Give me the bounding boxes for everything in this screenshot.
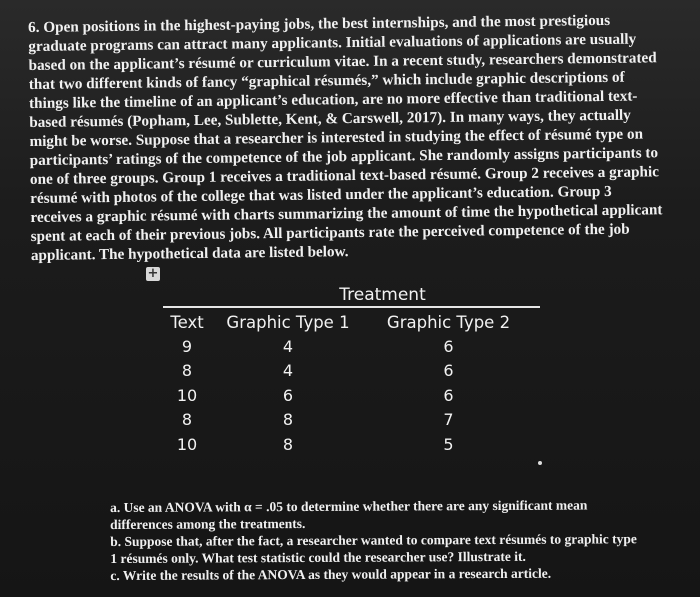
table-top-rule — [163, 306, 540, 308]
column-header-graphic-type-1: Graphic Type 1 — [226, 312, 350, 332]
table-cell: 8 — [282, 434, 294, 454]
table-row — [155, 432, 540, 457]
problem-line: things like the timeline of an applicant’s education, are no more effective than traditional text- — [28, 87, 638, 112]
table-row — [155, 334, 540, 359]
problem-line: one of three groups. Group 1 receives a traditional text-based résumé. Group 2 receives a graphic — [29, 163, 659, 188]
problem-line: that two different kinds of fancy “graphical résumés,” which include graphic descriptions of — [28, 68, 625, 93]
problem-line: 6. Open positions in the highest-paying jobs, the best internships, and the most prestigious — [28, 11, 611, 36]
question-a: a. Use an ANOVA with α = .05 to determine whether there are any significant mean differences among the treatments. — [110, 497, 588, 532]
problem-line: résumé with photos of the college that was listed under the applicant’s education. Group 3 — [30, 182, 612, 207]
table-cell: 4 — [282, 361, 294, 381]
table-cell: 8 — [282, 410, 294, 430]
question-c: c. Write the results of the ANOVA as they would appear in a research article. — [110, 565, 552, 583]
column-header-text: Text — [170, 312, 204, 332]
data-table — [155, 284, 540, 457]
column-header-graphic-type-2: Graphic Type 2 — [386, 312, 511, 332]
problem-line: based on the applicant’s résumé or curriculum vitae. In a recent study, researchers demonstrated — [28, 49, 657, 74]
problem-line: spent at each of their previous jobs. All participants rate the perceived competence of the job — [30, 220, 630, 245]
problem-statement — [28, 10, 671, 265]
table-row — [155, 408, 540, 433]
problem-line: might be worse. Suppose that a researcher is interested in studying the effect of résumé type on — [29, 125, 644, 150]
table-cell: 5 — [443, 434, 454, 454]
table-cell: 8 — [181, 361, 193, 381]
question-b: b. Suppose that, after the fact, a researcher wanted to compare text résumés to graphic type 1 résumés only. What test statistic could the researcher use? Illustrate it. — [110, 531, 637, 566]
stray-dot — [538, 461, 542, 465]
question-list — [110, 496, 640, 584]
column-header-row — [155, 310, 540, 334]
table-cell: 7 — [443, 410, 454, 430]
problem-line: applicant. The hypothetical data are listed below. — [30, 243, 349, 264]
problem-line: graduate programs can attract many applicants. Initial evaluations of applications are usually — [28, 30, 637, 55]
problem-line: receives a graphic résumé with charts summarizing the amount of time the hypothetical applicant — [30, 201, 663, 226]
table-cell: 9 — [181, 336, 193, 356]
problem-paragraph — [28, 10, 671, 265]
table-cell: 6 — [443, 336, 454, 356]
problem-line: participants’ ratings of the competence of the job applicant. She randomly assigns participants to — [29, 144, 659, 169]
treatment-header: Treatment — [339, 285, 426, 305]
table-cell: 6 — [443, 385, 454, 405]
table-cell: 8 — [181, 410, 193, 430]
table-cell: 4 — [282, 336, 294, 356]
table-cell: 6 — [282, 385, 294, 405]
table-cell: 6 — [443, 361, 454, 381]
table-cell: 10 — [176, 434, 198, 454]
problem-line: based résumés (Popham, Lee, Sublette, Kent, & Carswell, 2017). In many ways, they actually — [29, 106, 631, 131]
table-cell: 10 — [176, 385, 198, 405]
table-row — [155, 359, 540, 384]
expand-table-icon[interactable]: + — [147, 266, 159, 281]
table-row — [155, 383, 540, 408]
